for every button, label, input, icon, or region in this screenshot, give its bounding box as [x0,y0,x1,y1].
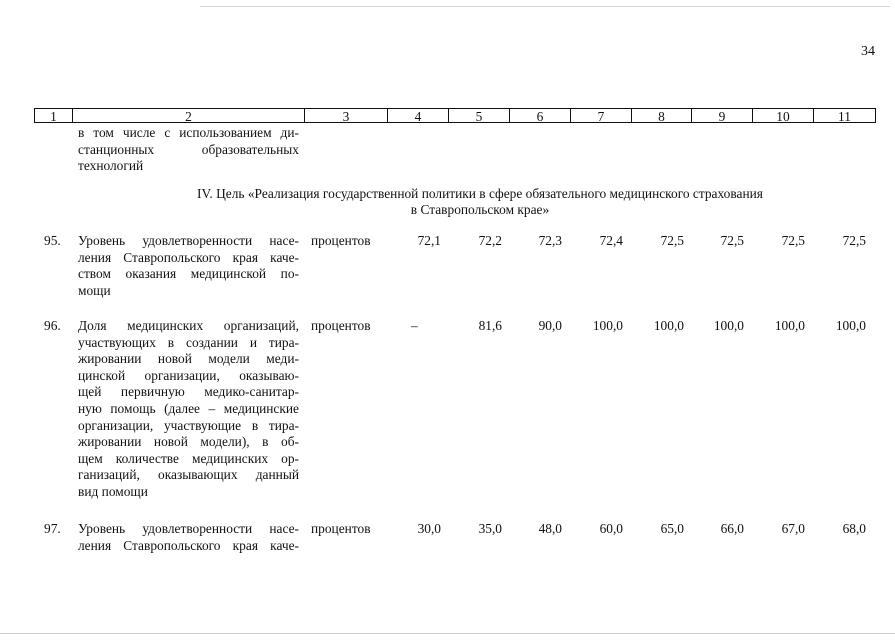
section-heading [130,186,830,218]
value-col4: – [411,318,418,333]
description-line: ную помощь (далее – медицинские [78,400,299,416]
row-unit: процентов [311,521,371,536]
value-col6: 90,0 [538,318,562,333]
value-col11: 72,5 [842,233,866,248]
value-col9: 100,0 [713,318,744,333]
description-line: Доля медицинских организаций, [78,318,299,333]
description-line: ления Ставропольского края каче- [78,249,299,265]
value-col7: 100,0 [592,318,623,333]
description-line: жировании новой модели меди- [78,351,299,367]
description-line: щем количестве медицинских ор- [78,450,299,466]
column-header-7: 7 [571,108,632,123]
row-description [78,233,299,299]
value-col7: 60,0 [599,521,623,536]
value-col7: 72,4 [599,233,623,248]
value-col9: 72,5 [720,233,744,248]
row-number: 97. [44,521,61,536]
continuation-line: станционных образовательных [78,141,299,157]
description-line: организации, участвующие в тира- [78,417,299,433]
row-unit: процентов [311,233,371,248]
column-header-9: 9 [692,108,753,123]
column-header-10: 10 [753,108,814,123]
value-col8: 72,5 [660,233,684,248]
value-col9: 66,0 [720,521,744,536]
row-number: 95. [44,233,61,248]
description-line: ством оказания медицинской по- [78,266,299,282]
row-description [78,318,299,501]
value-col6: 48,0 [538,521,562,536]
page-bottom-edge [0,633,895,634]
value-col6: 72,3 [538,233,562,248]
column-header-11: 11 [814,108,876,123]
row-description [78,521,299,554]
continuation-text [78,125,299,175]
value-col8: 100,0 [653,318,684,333]
column-header-6: 6 [510,108,571,123]
column-header-1: 1 [34,108,73,123]
description-line: ления Ставропольского края каче- [78,537,299,553]
page-top-edge [200,6,890,7]
column-header-3: 3 [305,108,388,123]
section-heading-line: в Ставропольском крае» [410,202,550,217]
column-header-2: 2 [73,108,305,123]
value-col10: 72,5 [781,233,805,248]
description-line: Уровень удовлетворенности насе- [78,233,299,248]
page-number: 34 [861,44,875,59]
description-line: мощи [78,282,111,298]
continuation-line: технологий [78,158,144,174]
column-header-5: 5 [449,108,510,123]
description-line: жировании новой модели), в об- [78,434,299,450]
description-line: щей первичную медико-санитар- [78,384,299,400]
value-col4: 72,1 [417,233,441,248]
description-line: ганизаций, оказывающих данный [78,467,299,483]
continuation-line: в том числе с использованием ди- [78,125,299,140]
column-header-4: 4 [388,108,449,123]
value-col8: 65,0 [660,521,684,536]
row-unit: процентов [311,318,371,333]
description-line: Уровень удовлетворенности насе- [78,521,299,536]
value-col5: 72,2 [478,233,502,248]
value-col11: 100,0 [835,318,866,333]
table-header-row [34,108,876,124]
section-heading-line: IV. Цель «Реализация государственной политики в сфере обязательного медицинского страхования [197,186,763,201]
value-col4: 30,0 [417,521,441,536]
value-col5: 81,6 [478,318,502,333]
value-col11: 68,0 [842,521,866,536]
value-col5: 35,0 [478,521,502,536]
description-line: участвующих в создании и тира- [78,334,299,350]
value-col10: 100,0 [774,318,805,333]
row-number: 96. [44,318,61,333]
column-header-8: 8 [632,108,692,123]
description-line: цинской организации, оказываю- [78,367,299,383]
value-col10: 67,0 [781,521,805,536]
description-line: вид помощи [78,483,148,499]
